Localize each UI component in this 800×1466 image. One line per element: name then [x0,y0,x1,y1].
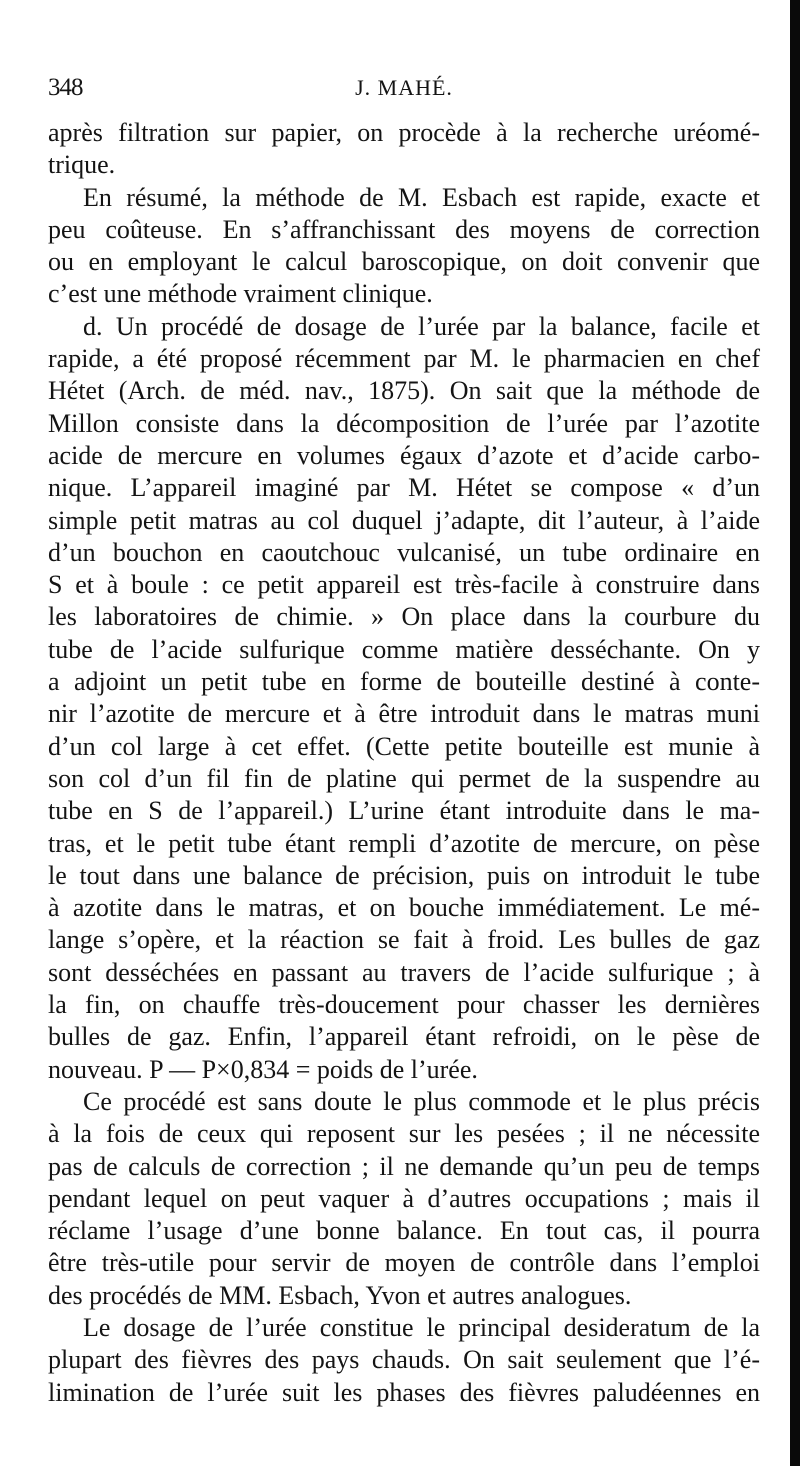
text-line: d. Un procédé de dosage de l’urée par la balance, facile et [83,311,760,341]
page-number: 348 [48,74,83,101]
text-line: à la fois de ceux qui reposent sur les pesées ; il ne nécessite [48,1119,760,1149]
text-line: limination de l’urée suit les phases des fièvres paludéennes en [48,1377,760,1407]
text-line: à azotite dans le matras, et on bouche immédiatement. Le mé- [48,893,760,923]
running-head [48,74,760,108]
text-line: les laboratoires de chimie. » On place dans la courbure du [48,602,760,632]
text-line: tras, et le petit tube étant rempli d’azotite de mercure, on pèse [48,828,760,858]
text-line: c’est une méthode vraiment clinique. [48,279,433,309]
scan-edge [790,0,800,1466]
text-line: a adjoint un petit tube en forme de bouteille destiné à conte- [48,667,760,697]
text-line: Le dosage de l’urée constitue le principal desideratum de la [83,1312,760,1342]
text-line: pas de calculs de correction ; il ne demande qu’un peu de temps [48,1151,760,1181]
text-line: tube en S de l’appareil.) L’urine étant introduite dans le ma- [48,796,760,826]
text-line: d’un col large à cet effet. (Cette petite bouteille est munie à [48,731,760,761]
body-text [48,117,760,1409]
text-line: sont desséchées en passant au travers de l’acide sulfurique ; à [48,957,760,987]
text-line: Hétet (Arch. de méd. nav., 1875). On sait que la méthode de [48,376,760,406]
text-line: nouveau. P — P×0,834 = poids de l’urée. [48,1054,478,1084]
text-line: peu coûteuse. En s’affranchissant des moyens de correction [48,214,760,244]
text-line: acide de mercure en volumes égaux d’azote et d’acide carbo- [48,440,760,470]
text-line: son col d’un fil fin de platine qui permet de la suspendre au [48,763,760,793]
text-line: tube de l’acide sulfurique comme matière desséchante. On y [48,634,760,664]
text-line: simple petit matras au col duquel j’adapte, dit l’auteur, à l’aide [48,505,760,535]
text-line: nique. L’appareil imaginé par M. Hétet se compose « d’un [48,473,760,503]
text-line: la fin, on chauffe très-doucement pour chasser les dernières [48,990,760,1020]
text-line: être très-utile pour servir de moyen de contrôle dans l’emploi [48,1248,760,1278]
text-line: S et à boule : ce petit appareil est très-facile à construire dans [48,570,760,600]
text-line: nir l’azotite de mercure et à être introduit dans le matras muni [48,699,760,729]
running-title: J. MAHÉ. [355,75,453,100]
text-line: bulles de gaz. Enfin, l’appareil étant refroidi, on le pèse de [48,1022,760,1052]
text-line: après filtration sur papier, on procède à la recherche uréomé- [48,118,760,147]
text-line: pendant lequel on peut vaquer à d’autres occupations ; mais il [48,1183,760,1213]
text-line: ou en employant le calcul baroscopique, on doit convenir que [48,247,760,277]
text-line: d’un bouchon en caoutchouc vulcanisé, un tube ordinaire en [48,537,760,567]
text-line: Ce procédé est sans doute le plus commode et le plus précis [83,1086,760,1116]
text-line: rapide, a été proposé récemment par M. le pharmacien en chef [48,344,760,374]
text-line: le tout dans une balance de précision, puis on introduit le tube [48,860,760,890]
text-line: lange s’opère, et la réaction se fait à froid. Les bulles de gaz [48,925,760,955]
text-line: trique. [48,150,116,180]
text-line: des procédés de MM. Esbach, Yvon et autres analogues. [48,1280,632,1310]
text-line: En résumé, la méthode de M. Esbach est rapide, exacte et [83,182,760,212]
text-line: réclame l’usage d’une bonne balance. En tout cas, il pourra [48,1216,760,1246]
text-line: Millon consiste dans la décomposition de l’urée par l’azotite [48,408,760,438]
text-line: plupart des fièvres des pays chauds. On sait seulement que l’é- [48,1345,760,1375]
